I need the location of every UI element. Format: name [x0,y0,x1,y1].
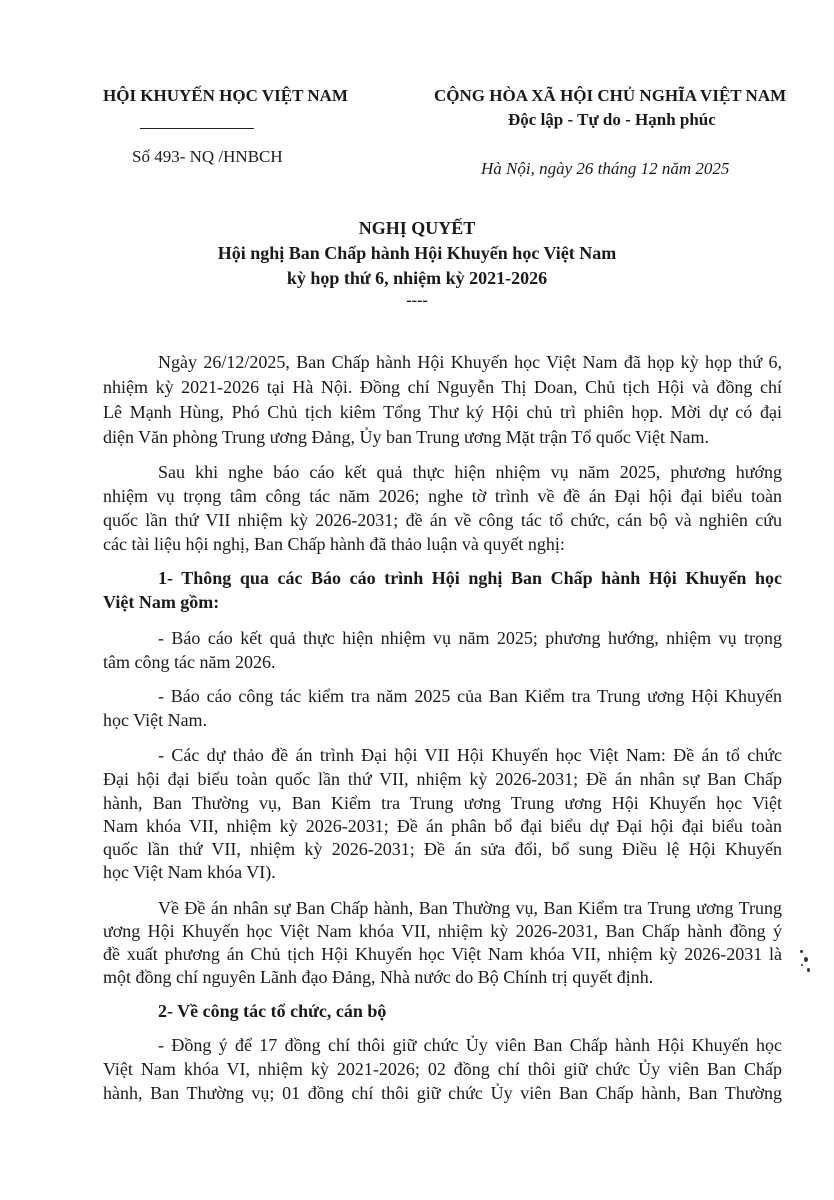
document-session: kỳ họp thứ 6, nhiệm kỳ 2021-2026 [286,268,548,288]
text-line: ương Hội Khuyến học Việt Nam khóa VII, nhiệm kỳ 2026-2031, Ban Chấp hành đồng ý [103,921,782,941]
national-title: CỘNG HÒA XÃ HỘI CHỦ NGHĨA VIỆT NAM [434,86,787,105]
title-separator: ---- [406,292,428,309]
heading-line: 1- Thông qua các Báo cáo trình Hội nghị Ban Chấp hành Hội Khuyến học [158,568,782,588]
text-line: học Việt Nam khóa VI). [103,862,276,882]
text-line: quốc lần thứ VII, nhiệm kỳ 2026-2031; Đề án sửa đổi, bổ sung Điều lệ Hội Khuyến [103,839,782,859]
text-line: hành, Ban Thường vụ, Ban Kiểm tra Trung ương Trung ương Hội Khuyến học Việt [103,793,782,813]
text-line: Ngày 26/12/2025, Ban Chấp hành Hội Khuyến học Việt Nam đã họp kỳ họp thứ 6, [158,352,782,372]
text-line: tâm công tác năm 2026. [103,652,276,672]
national-motto: Độc lập - Tự do - Hạnh phúc [508,110,716,129]
text-line: học Việt Nam. [103,710,208,730]
document-title: NGHỊ QUYẾT [358,218,476,238]
text-line: nhiệm kỳ 2021-2026 tại Hà Nội. Đồng chí Nguyễn Thị Doan, Chủ tịch Hội và đồng chí [103,377,782,397]
text-line: - Các dự thảo đề án trình Đại hội VII Hội Khuyến học Việt Nam: Đề án tổ chức [158,745,782,765]
text-line: Sau khi nghe báo cáo kết quả thực hiện nhiệm vụ năm 2025, phương hướng [158,462,782,482]
text-line: - Đồng ý để 17 đồng chí thôi giữ chức Ủy viên Ban Chấp hành Hội Khuyến học [158,1035,782,1055]
heading-line: Việt Nam gồm: [103,592,220,612]
text-line: Nam khóa VII, nhiệm kỳ 2026-2031; Đề án phân bổ đại biểu dự Đại hội đại biểu toàn [103,816,782,836]
text-line: hành, Ban Thường vụ; 01 đồng chí thôi giữ chức Ủy viên Ban Chấp hành, Ban Thường [103,1083,782,1103]
document-subtitle: Hội nghị Ban Chấp hành Hội Khuyến học Việt Nam [217,243,617,263]
text-line: Đại hội đại biểu toàn quốc lần thứ VII, nhiệm kỳ 2026-2031; Đề án nhân sự Ban Chấp [103,769,782,789]
section-2-heading: 2- Về công tác tổ chức, cán bộ [158,1001,387,1021]
document-date: Hà Nội, ngày 26 tháng 12 năm 2025 [481,159,730,178]
text-line: quốc lần thứ VII nhiệm kỳ 2026-2031; đề án về công tác tổ chức, cán bộ và nghiên cứu [103,510,782,530]
text-line: - Báo cáo công tác kiểm tra năm 2025 của Ban Kiểm tra Trung ương Hội Khuyến [158,686,782,706]
text-line: Lê Mạnh Hùng, Phó Chủ tịch kiêm Tổng Thư ký Hội chủ trì phiên họp. Mời dự có đại [103,402,782,422]
scan-speckle [798,950,812,974]
text-line: - Báo cáo kết quả thực hiện nhiệm vụ năm 2025; phương hướng, nhiệm vụ trọng [158,628,782,648]
text-line: các tài liệu hội nghị, Ban Chấp hành đã thảo luận và quyết nghị: [103,534,565,554]
header-divider [140,128,254,129]
text-line: nhiệm vụ trọng tâm công tác năm 2026; nghe tờ trình về đề án Đại hội đại biểu toàn [103,486,782,506]
text-line: một đồng chí nguyên Lãnh đạo Đảng, Nhà nước do Bộ Chính trị quyết định. [103,967,654,987]
text-line: Việt Nam khóa VI, nhiệm kỳ 2021-2026; 02 đồng chí thôi giữ chức Ủy viên Ban Chấp [103,1059,782,1079]
text-line: diện Văn phòng Trung ương Đảng, Ủy ban Trung ương Mặt trận Tổ quốc Việt Nam. [103,427,709,447]
text-line: Về Đề án nhân sự Ban Chấp hành, Ban Thường vụ, Ban Kiểm tra Trung ương Trung [158,898,782,918]
document-number: Số 493- NQ /HNBCH [132,147,283,166]
organization-name: HỘI KHUYẾN HỌC VIỆT NAM [103,86,348,105]
text-line: đề xuất phương án Chủ tịch Hội Khuyến học Việt Nam khóa VII, nhiệm kỳ 2026-2031 là [103,944,782,964]
